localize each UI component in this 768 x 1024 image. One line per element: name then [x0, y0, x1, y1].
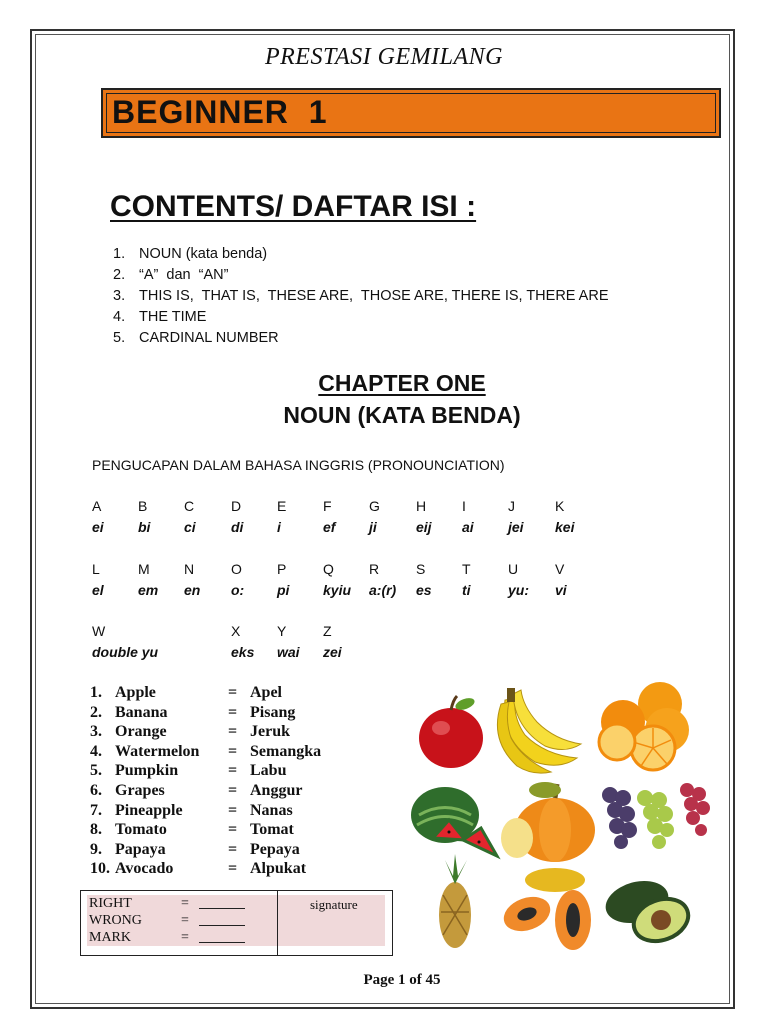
- vocab-indonesian: Apel: [250, 684, 282, 701]
- vocab-indonesian: Tomat: [250, 821, 294, 839]
- vocab-equals: =: [228, 840, 238, 858]
- vocab-indonesian: Pepaya: [250, 840, 300, 858]
- vocab-indonesian: Alpukat: [250, 860, 307, 878]
- vocabulary-row: [90, 820, 390, 840]
- toc-item-number: 3.: [113, 288, 126, 304]
- vocab-number: 7.: [90, 801, 102, 819]
- alphabet-letter: U: [508, 561, 519, 577]
- vocab-number: 8.: [90, 821, 102, 839]
- vocab-equals: =: [228, 801, 238, 819]
- page-number: 1: [398, 972, 406, 988]
- alphabet-letter: L: [92, 561, 100, 577]
- toc-item: [113, 244, 609, 265]
- letter-pronunciation: ei: [92, 519, 104, 535]
- alphabet-letter: B: [138, 498, 148, 514]
- letter-pronunciation: ti: [462, 582, 471, 598]
- score-row-wrong: [89, 912, 269, 929]
- vocabulary-row: [90, 703, 390, 723]
- alphabet-letter: M: [138, 561, 150, 577]
- vocab-equals: =: [228, 742, 238, 760]
- letter-pronunciation: i: [277, 519, 281, 535]
- vocab-indonesian: Jeruk: [250, 723, 290, 741]
- letter-pronunciation: zei: [323, 644, 342, 660]
- avocado-image: [601, 874, 694, 948]
- page-header: PRESTASI GEMILANG: [264, 44, 504, 70]
- apple-image: [419, 696, 483, 768]
- letter-pronunciation: ai: [462, 519, 474, 535]
- vocabulary-row: [90, 840, 390, 860]
- vocab-equals: =: [228, 821, 238, 839]
- alphabet-letter: A: [92, 498, 102, 514]
- score-label: RIGHT: [89, 896, 132, 911]
- chapter-subtitle: NOUN (KATA BENDA): [283, 402, 521, 428]
- alphabet-letter: C: [184, 498, 195, 514]
- vocab-indonesian: Labu: [250, 762, 287, 780]
- alphabet-letter: H: [416, 498, 427, 514]
- banner-title: BEGINNER 1: [112, 94, 328, 130]
- chapter-heading: CHAPTER ONE: [318, 370, 486, 396]
- vocab-equals: =: [228, 860, 238, 878]
- letter-pronunciation: kyiu: [323, 582, 352, 598]
- table-of-contents: [113, 244, 609, 349]
- toc-item-number: 4.: [113, 309, 126, 325]
- vocab-english: Avocado: [115, 860, 174, 878]
- toc-item-number: 2.: [113, 267, 126, 283]
- vocab-indonesian: Anggur: [250, 781, 303, 799]
- letter-pronunciation: ji: [369, 519, 377, 535]
- vocabulary-row: [90, 683, 390, 703]
- alphabet-letter: J: [508, 498, 515, 514]
- letter-pronunciation: eks: [231, 644, 255, 660]
- toc-item: [113, 328, 609, 349]
- alphabet-letter: S: [416, 561, 426, 577]
- level-banner: [101, 88, 721, 138]
- fruit-illustrations: [405, 680, 735, 955]
- vocab-number: 3.: [90, 723, 102, 741]
- score-blank: [199, 942, 245, 943]
- letter-pronunciation: bi: [138, 519, 151, 535]
- toc-item-text: CARDINAL NUMBER: [139, 330, 279, 346]
- vocab-english: Banana: [115, 703, 168, 721]
- papaya-image: [499, 868, 591, 950]
- vocab-number: 1.: [90, 684, 102, 701]
- pineapple-image: [439, 854, 471, 948]
- vocab-english: Apple: [115, 684, 156, 701]
- vocabulary-row: [90, 781, 390, 801]
- toc-item-text: THIS IS, THAT IS, THESE ARE, THOSE ARE, THERE IS, THERE ARE: [139, 288, 609, 304]
- letter-pronunciation: pi: [277, 582, 290, 598]
- alphabet-letter: Y: [277, 623, 287, 639]
- alphabet-letter: E: [277, 498, 287, 514]
- letter-pronunciation: el: [92, 582, 104, 598]
- score-equals: =: [181, 913, 189, 928]
- score-row-right: [89, 895, 269, 912]
- letter-pronunciation: eij: [416, 519, 432, 535]
- vocabulary-row: [90, 859, 390, 879]
- alphabet-letter: W: [92, 623, 106, 639]
- alphabet-letter: V: [555, 561, 565, 577]
- vocab-english: Pineapple: [115, 801, 183, 819]
- score-equals: =: [181, 930, 189, 945]
- alphabet-row: [0, 623, 768, 665]
- score-blank: [199, 925, 245, 926]
- vocab-number: 10.: [90, 860, 110, 878]
- vocab-equals: =: [228, 762, 238, 780]
- letter-pronunciation: en: [184, 582, 201, 598]
- score-equals: =: [181, 896, 189, 911]
- vocab-equals: =: [228, 703, 238, 721]
- alphabet-letter: T: [462, 561, 471, 577]
- alphabet-letter: G: [369, 498, 380, 514]
- vocabulary-row: [90, 761, 390, 781]
- vocabulary-row: [90, 801, 390, 821]
- toc-item-text: NOUN (kata benda): [139, 246, 268, 262]
- watermelon-image: [411, 787, 497, 856]
- vocab-indonesian: Pisang: [250, 703, 296, 721]
- vocab-english: Tomato: [115, 821, 167, 839]
- letter-pronunciation: double yu: [92, 644, 159, 660]
- page-footer: [0, 972, 768, 989]
- letter-pronunciation: es: [416, 582, 432, 598]
- vocab-english: Orange: [115, 723, 167, 741]
- alphabet-row: [0, 561, 768, 603]
- score-row-mark: [89, 929, 269, 946]
- toc-item-number: 5.: [113, 330, 126, 346]
- contents-title: CONTENTS/ DAFTAR ISI :: [110, 190, 477, 223]
- toc-item: [113, 286, 609, 307]
- orange-image: [599, 682, 689, 770]
- alphabet-letter: K: [555, 498, 565, 514]
- alphabet-letter: O: [231, 561, 242, 577]
- toc-item-number: 1.: [113, 246, 126, 262]
- vocab-english: Pumpkin: [115, 762, 179, 780]
- toc-item: [113, 307, 609, 328]
- toc-item-text: THE TIME: [139, 309, 207, 325]
- page-of: of: [409, 972, 422, 988]
- vocab-english: Grapes: [115, 781, 165, 799]
- score-blank: [199, 908, 245, 909]
- score-box-divider: [277, 891, 278, 956]
- letter-pronunciation: em: [138, 582, 159, 598]
- alphabet-letter: Q: [323, 561, 334, 577]
- toc-item: [113, 265, 609, 286]
- vocab-number: 4.: [90, 742, 102, 760]
- score-box: [80, 890, 393, 956]
- vocab-english: Papaya: [115, 840, 166, 858]
- grapes-image: [602, 783, 710, 849]
- vocab-number: 5.: [90, 762, 102, 780]
- toc-item-text: “A” dan “AN”: [139, 267, 229, 283]
- letter-pronunciation: vi: [555, 582, 567, 598]
- alphabet-row: [0, 498, 768, 540]
- alphabet-letter: F: [323, 498, 332, 514]
- pronunciation-title: PENGUCAPAN DALAM BAHASA INGGRIS (PRONOUNCIATION): [92, 457, 505, 473]
- vocab-english: Watermelon: [115, 742, 200, 760]
- vocab-indonesian: Semangka: [250, 742, 322, 760]
- vocab-equals: =: [228, 684, 238, 701]
- letter-pronunciation: wai: [277, 644, 300, 660]
- vocabulary-list: [90, 683, 390, 879]
- alphabet-letter: I: [462, 498, 466, 514]
- alphabet-letter: D: [231, 498, 242, 514]
- vocab-number: 9.: [90, 840, 102, 858]
- page-prefix: Page: [363, 972, 395, 988]
- vocab-number: 2.: [90, 703, 102, 721]
- alphabet-letter: R: [369, 561, 380, 577]
- letter-pronunciation: jei: [508, 519, 524, 535]
- vocab-equals: =: [228, 723, 238, 741]
- score-fields: [89, 895, 269, 946]
- letter-pronunciation: ci: [184, 519, 196, 535]
- vocab-indonesian: Nanas: [250, 801, 293, 819]
- alphabet-letter: Z: [323, 623, 332, 639]
- letter-pronunciation: yu:: [508, 582, 529, 598]
- score-label: MARK: [89, 930, 132, 945]
- vocabulary-row: [90, 742, 390, 762]
- letter-pronunciation: kei: [555, 519, 575, 535]
- pumpkin-image: [501, 782, 595, 862]
- vocabulary-row: [90, 722, 390, 742]
- alphabet-letter: X: [231, 623, 241, 639]
- letter-pronunciation: a:(r): [369, 582, 397, 598]
- letter-pronunciation: ef: [323, 519, 336, 535]
- signature-label: signature: [310, 897, 358, 912]
- score-label: WRONG: [89, 913, 142, 928]
- page-total: 45: [425, 972, 441, 988]
- banana-image: [497, 688, 581, 773]
- alphabet-letter: P: [277, 561, 287, 577]
- letter-pronunciation: o:: [231, 582, 245, 598]
- alphabet-letter: N: [184, 561, 195, 577]
- letter-pronunciation: di: [231, 519, 244, 535]
- vocab-equals: =: [228, 781, 238, 799]
- vocab-number: 6.: [90, 781, 102, 799]
